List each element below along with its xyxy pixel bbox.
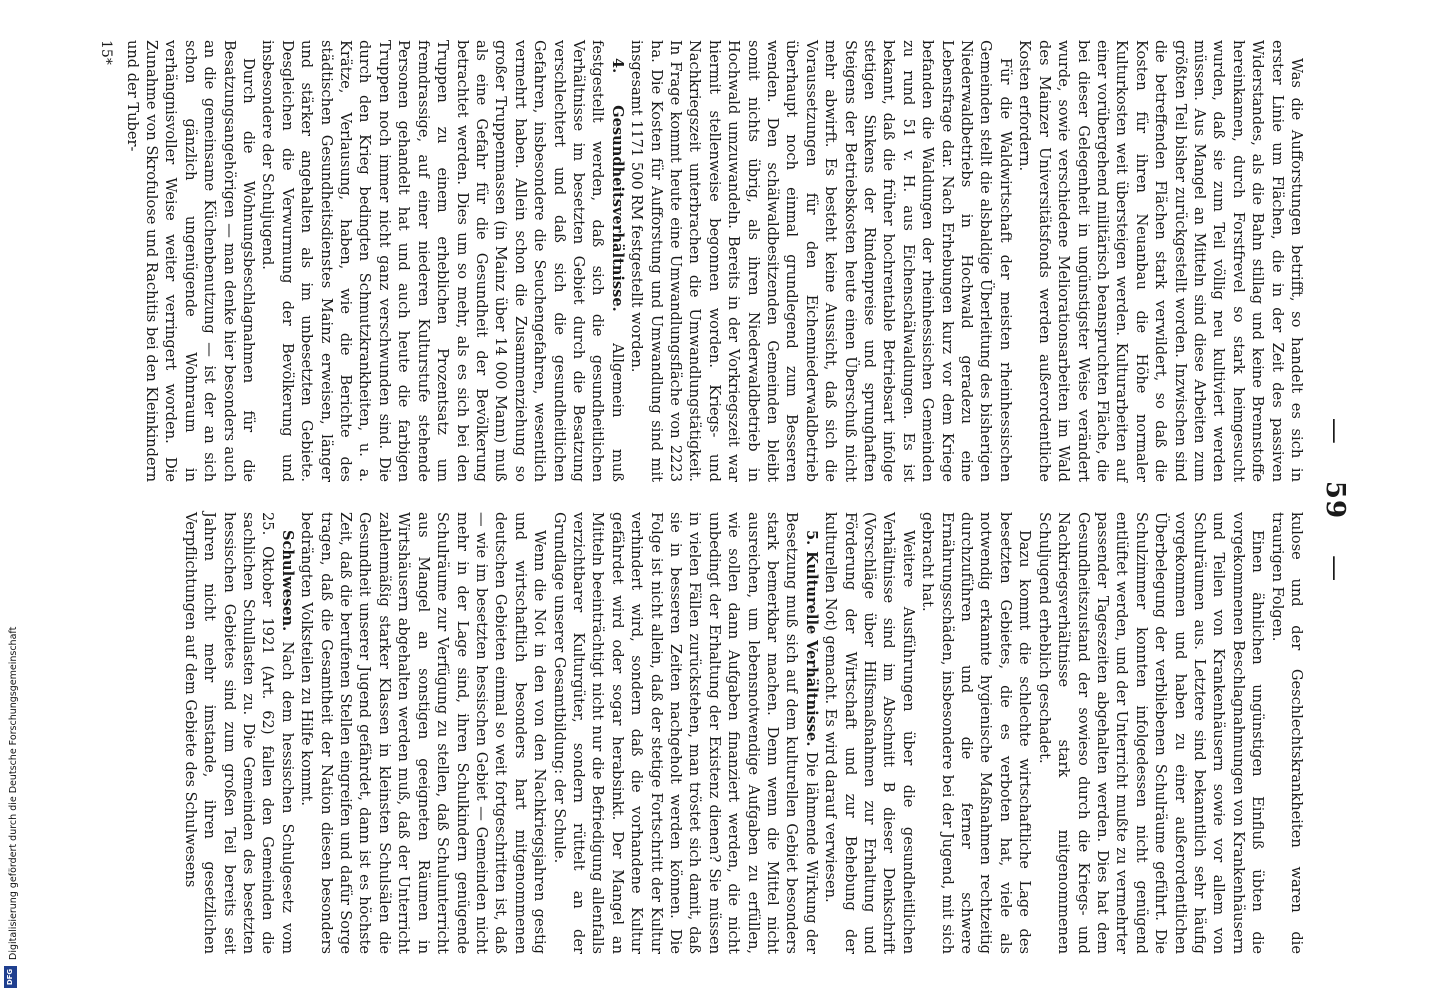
header-dash-left: — bbox=[1320, 417, 1350, 445]
paragraph: Dazu kommt die schlechte wirtschaftliche Lage des besetzten Gebietes, die es verboten hat, viele als notwendig erkannte hygienische Maßnahmen rechtzeitig durchzuführen und die ferner schwere Ernährungsschäden, insbesondere bei der Jugend, mit sich gebracht hat. bbox=[919, 512, 1034, 954]
section-text: Die lähmende Wirkung der Besetzung muß sich auf dem kulturellen Gebiet besonders stark bemerkbar machen. Denn wenn die Mittel nicht ausreichen, um lebensnotwendige Aufgaben zu erfüllen, wie sollen dann Aufgaben finanziert werden, die nicht unbedingt der Erhaltung der Existenz dienen? Sie müssen in vielen Fällen zurückstehen, man tröstet sich damit, daß sie in besseren Zeiten nachgeholt werden können. Die Folge ist nicht allein, daß der stetige Fortschritt der Kultur verhindert wird, sondern daß die vorhandene Kultur gefährdet wird oder sogar herabsinkt. Der Mangel an Mitteln beeinträchtigt nicht nur die Befriedigung allenfalls verzichtbarer Kulturgüter, sondern rüttelt an der Grundlage unserer Gesamtbildung: der Schule. bbox=[550, 512, 820, 955]
credit-text: Digitalisierung gefördert durch die Deutsche Forschungsgemeinschaft bbox=[8, 626, 19, 960]
subsection-heading: Schulwesen. bbox=[278, 530, 296, 632]
section-heading: 4. Gesundheitsverhältnisse. bbox=[608, 58, 626, 312]
paragraph: Was die Aufforstungen betrifft, so handelt es sich in erster Linie um Flächen, die in der Zeit des passiven Widerstandes, als die Bahn stillag und keine Brennstoffe hereinkamen, durch Forstfrevel so stark heimgesucht wurden, daß sie zum Teil völlig neu kultiviert werden müssen. Aus Mangel an Mitteln sind diese Arbeiten zum größten Teil bisher zurückgestellt worden. Inzwischen sind die betreffenden Flächen stark verwildert, so daß die Kosten für ihren Neuanbau die Höhe normaler Kulturkosten weit übersteigen werden. Kulturarbeiten auf einer vorübergehend militärisch beanspruchten Fläche, die bei dieser Gelegenheit in ungünstigster Weise verändert wurde, sowie verschiedene Meliorationsarbeiten im Wald des Mainzer Universitätsfonds werden außerordentliche Kosten erfordern. bbox=[1016, 40, 1305, 482]
header-dash-right: — bbox=[1320, 555, 1350, 583]
section-paragraph bbox=[180, 512, 296, 954]
signature-mark: 15* bbox=[98, 40, 114, 65]
section-text: Allgemein muß festgestellt werden, daß sich die gesundheitlichen Verhältnisse im besetzten Gebiet durch die Besatzung verschlechtert und daß sich die gesundheitlichen Gefahren, insbesondere die Seuchengefahren, wesentlich vermehrt haben. Allein schon die Zusammenziehung so großer Truppenmassen (in Mainz über 14 000 Mann) muß als eine Gefahr für die Gesundheit der Bevölkerung betrachtet werden. Dies um so mehr, als es sich bei den Truppen zu einem erheblichen Prozentsatz um fremdrassige, auf einer niederen Kulturstufe stehende Personen gehandelt hat und auch heute die farbigen Truppen noch immer nicht ganz verschwunden sind. Die durch den Krieg bedingten Schmutzkrankheiten, u. a. Krätze, Verlausung, haben, wie die Berichte des städtischen Gesundheitsdienstes Mainz erweisen, länger und stärker angehalten als im unbesetzten Gebiete. Desgleichen die Verwurmung der Bevölkerung und insbesondere der Schuljugend. bbox=[259, 40, 626, 482]
paragraph: Durch die Wohnungsbeschlagnahmen für die Besatzungsangehörigen — man denke hier besonders auch an die gemeinsame Küchenbenutzung — ist der an sich schon gänzlich ungenügende Wohnraum in verhängnisvoller Weise weiter verringert worden. Die Zunahme von Skrofulose und Rachitis bei den Kleinkindern und der Tuber- bbox=[123, 40, 258, 482]
paragraph: Weitere Ausführungen über die gesundheitlichen Verhältnisse sind im Abschnitt B dieser Denkschrift (Vorschläge über Hilfsmaßnahmen zur Erhaltung und Förderung der Wirtschaft und zur Behebung der kulturellen Not) gemacht. Es wird darauf verwiesen. bbox=[822, 512, 917, 954]
right-column bbox=[126, 512, 1306, 954]
paragraph: Wenn die Not in den von den Nachkriegsjahren gestig und wirtschaftlich besonders hart mitgenommenen deutschen Gebieten einmal so weit fortgeschritten ist, daß — wie im besetzten hessischen Gebiet — Gemeinden nicht mehr in der Lage sind, ihren Schulkindern genügende Schulräume zur Verfügung zu stellen, daß Schulunterricht aus Mangel an sonstigen geeigneten Räumen in Wirtshäusern abgehalten werden muß, daß der Unterricht zahlenmäßig starker Klassen in kleinsten Schulsälen die Gesundheit unserer Jugend gefährdet, dann ist es höchste Zeit, daß die berufenen Stellen eingreifen und dafür Sorge tragen, daß die Gesamtheit der Nation diesen besonders bedrängten Volksteilen zu Hilfe kommt. bbox=[298, 512, 549, 954]
section-paragraph bbox=[258, 40, 627, 482]
dfg-logo-text: DFG bbox=[6, 968, 15, 986]
section-text: Nach dem hessischen Schulgesetz vom 25. Oktober 1921 (Art. 62) fallen den Gemeinden die sachlichen Schullasten zu. Die Gemeinden des besetzten hessischen Gebietes sind zum großen Teil bereits seit Jahren nicht mehr imstande, ihren gesetzlichen Verpflichtungen auf dem Gebiete des Schulwesens bbox=[181, 512, 296, 955]
section-paragraph bbox=[549, 512, 821, 954]
left-column bbox=[123, 40, 1306, 482]
section-heading: 5. Kulturelle Verhältnisse. bbox=[802, 530, 820, 747]
page-header bbox=[1320, 0, 1350, 1000]
paragraph: Für die Waldwirtschaft der meisten rheinhessischen Gemeinden stellt die alsbaldige Überleitung des bisherigen Niederwaldbetriebs in Hochwald geradezu eine Lebensfrage dar. Nach Erhebungen kurz vor dem Kriege befanden die Waldungen der rheinhessischen Gemeinden zu rund 51 v. H. aus Eichenschälwaldungen. Es ist bekannt, daß die früher hochrentable Betriebsart infolge stetigen Sinkens der Rindenpreise und sprunghaften Steigens der Betriebskosten heute einen Überschuß nicht mehr abwirft. Es besteht keine Aussicht, daß sich die Voraussetzungen für den Eichenniederwaldbetrieb überhaupt noch einmal grundlegend zum Besseren wenden. Den schälwaldbesitzenden Gemeinden bleibt somit nichts übrig, als ihren Niederwaldbetrieb in Hochwald umzuwandeln. Bereits in der Vorkriegszeit war hiermit stellenweise begonnen worden. Kriegs- und Nachkriegszeit unterbrachen die Umwandlungstätigkeit. In Frage kommt heute eine Umwandlungsfläche von 2223 ha. Die Kosten für Aufforstung und Umwandlung sind mit insgesamt 1171 500 RM festgestellt worden. bbox=[628, 40, 1014, 482]
paragraph: kulose und der Geschlechtskrankheiten waren die traurigen Folgen. bbox=[1268, 512, 1305, 954]
page-number: 59 bbox=[1320, 480, 1350, 520]
paragraph: Einen ähnlichen ungünstigen Einfluß übten die vorgekommenen Beschlagnahmungen von Krankenhäusern und Teilen von Krankenhäusern sowie vor allem von Schulräumen aus. Letztere sind bekanntlich sehr häufig vorgekommen und haben zu einer außerordentlichen Überbelegung der verbliebenen Schulräume geführt. Die Schulzimmer konnten infolgedessen nicht genügend entlüftet werden, und der Unterricht mußte zu vermehrter passender Tageszeiten abgehalten werden. Dies hat dem Gesundheitszustand der sowieso durch die Kriegs- und Nachkriegsverhältnisse stark mitgenommenen Schuljugend erheblich geschadet. bbox=[1035, 512, 1267, 954]
